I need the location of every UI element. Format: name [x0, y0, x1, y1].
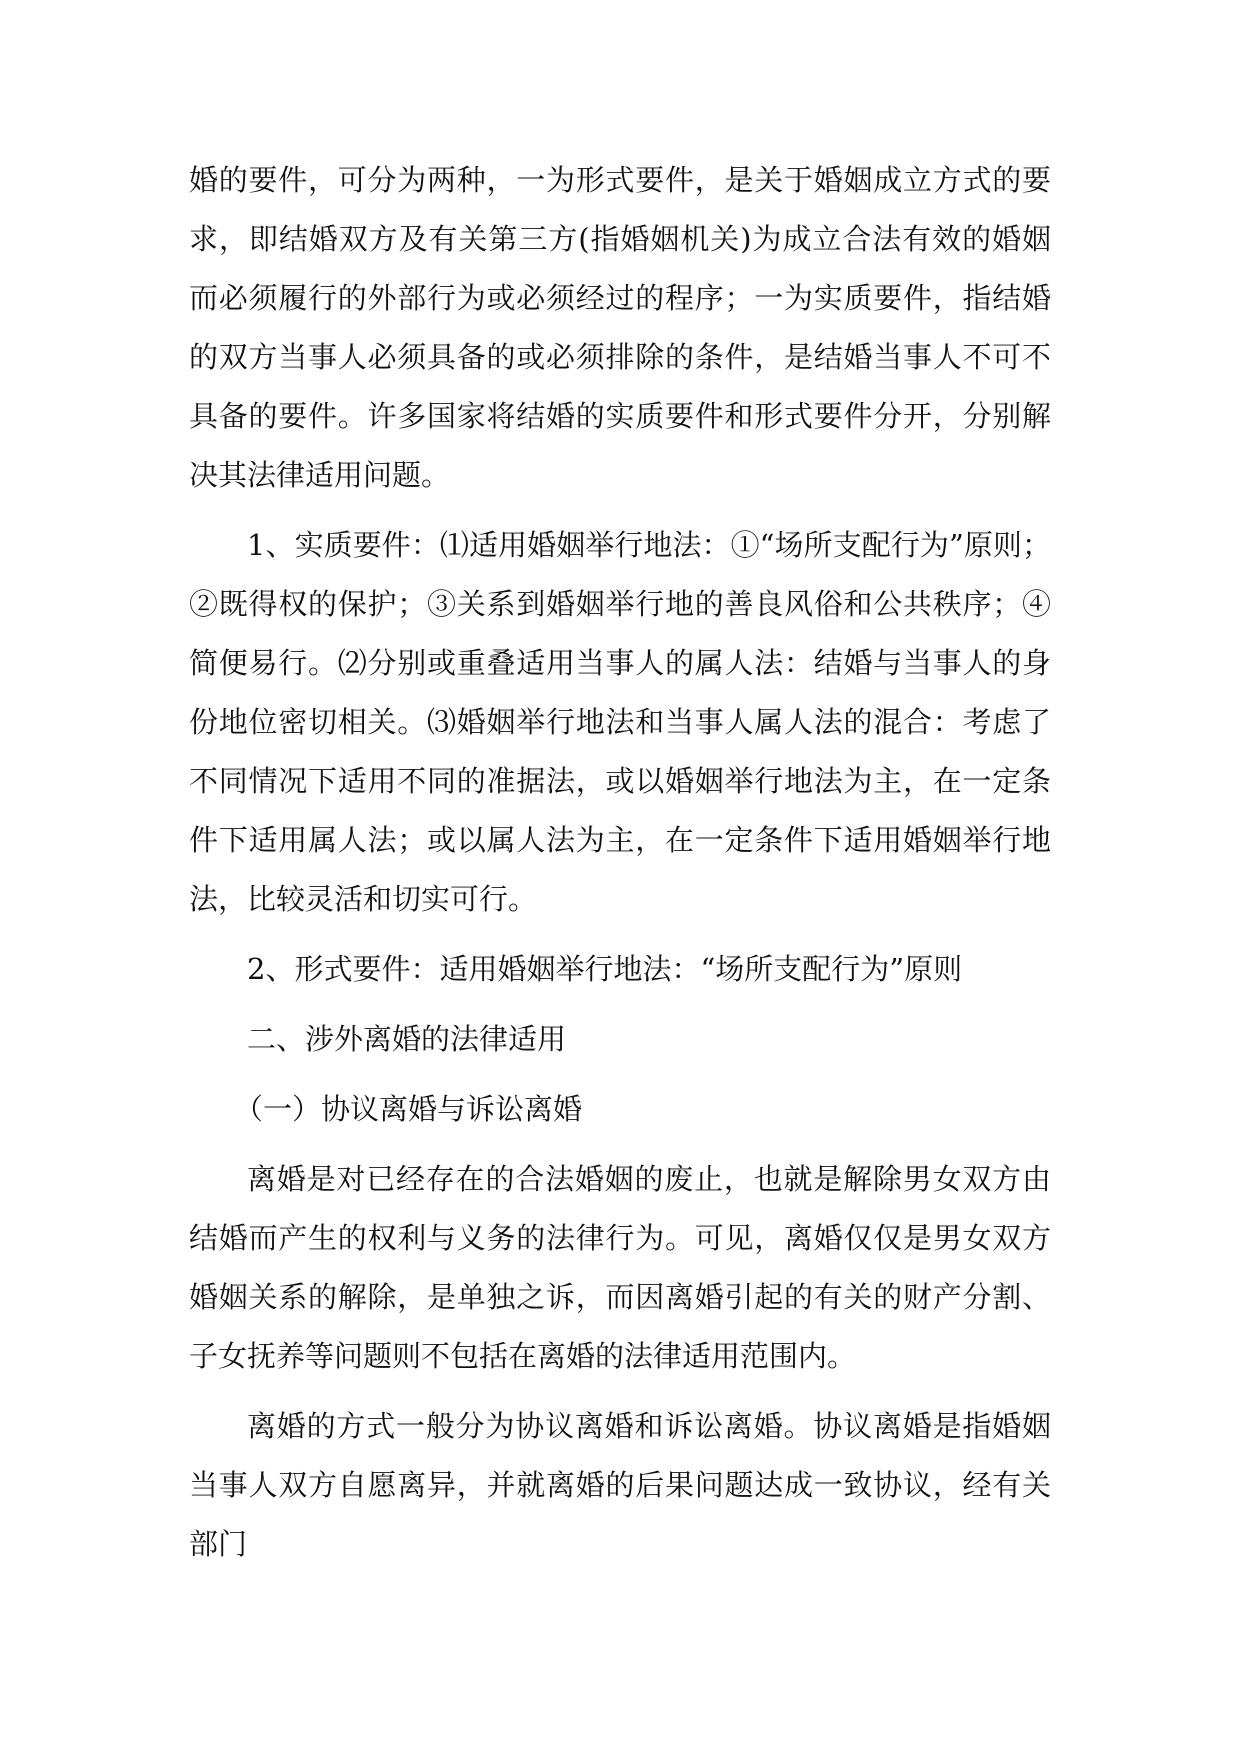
paragraph-divorce-methods: 离婚的方式一般分为协议离婚和诉讼离婚。协议离婚是指婚姻当事人双方自愿离异，并就离婚的后果问题达成一致协议，经有关部门	[189, 1409, 1051, 1561]
paragraph-divorce-definition: 离婚是对已经存在的合法婚姻的废止，也就是解除男女双方由结婚而产生的权利与义务的法律行为。可见，离婚仅仅是男女双方婚姻关系的解除，是单独之诉，而因离婚引起的有关的财产分割、子女抚养等问题则不包括在离婚的法律适用范围内。	[189, 1162, 1051, 1373]
paragraph-substantive-requirements: 1、实质要件：⑴适用婚姻举行地法：①“场所支配行为”原则；②既得权的保护；③关系到婚姻举行地的善良风俗和公共秩序；④简便易行。⑵分别或重叠适用当事人的属人法：结婚与当事人的身份地位密切相关。⑶婚姻举行地法和当事人属人法的混合：考虑了不同情况下适用不同的准据法，或以婚姻举行地法为主，在一定条件下适用属人法；或以属人法为主，在一定条件下适用婚姻举行地法，比较灵活和切实可行。	[189, 528, 1051, 916]
section-heading-divorce: 二、涉外离婚的法律适用	[247, 1022, 567, 1056]
paragraph-formal-requirements: 2、形式要件：适用婚姻举行地法：“场所支配行为”原则	[247, 952, 963, 986]
subsection-heading-divorce-types: （一）协议离婚与诉讼离婚	[234, 1092, 583, 1126]
document-body	[189, 151, 1051, 1585]
paragraph-marriage-requirements: 婚的要件，可分为两种，一为形式要件，是关于婚姻成立方式的要求，即结婚双方及有关第三方(指婚姻机关)为成立合法有效的婚姻而必须履行的外部行为或必须经过的程序；一为实质要件，指结婚的双方当事人必须具备的或必须排除的条件，是结婚当事人不可不具备的要件。许多国家将结婚的实质要件和形式要件分开，分别解决其法律适用问题。	[189, 163, 1051, 492]
